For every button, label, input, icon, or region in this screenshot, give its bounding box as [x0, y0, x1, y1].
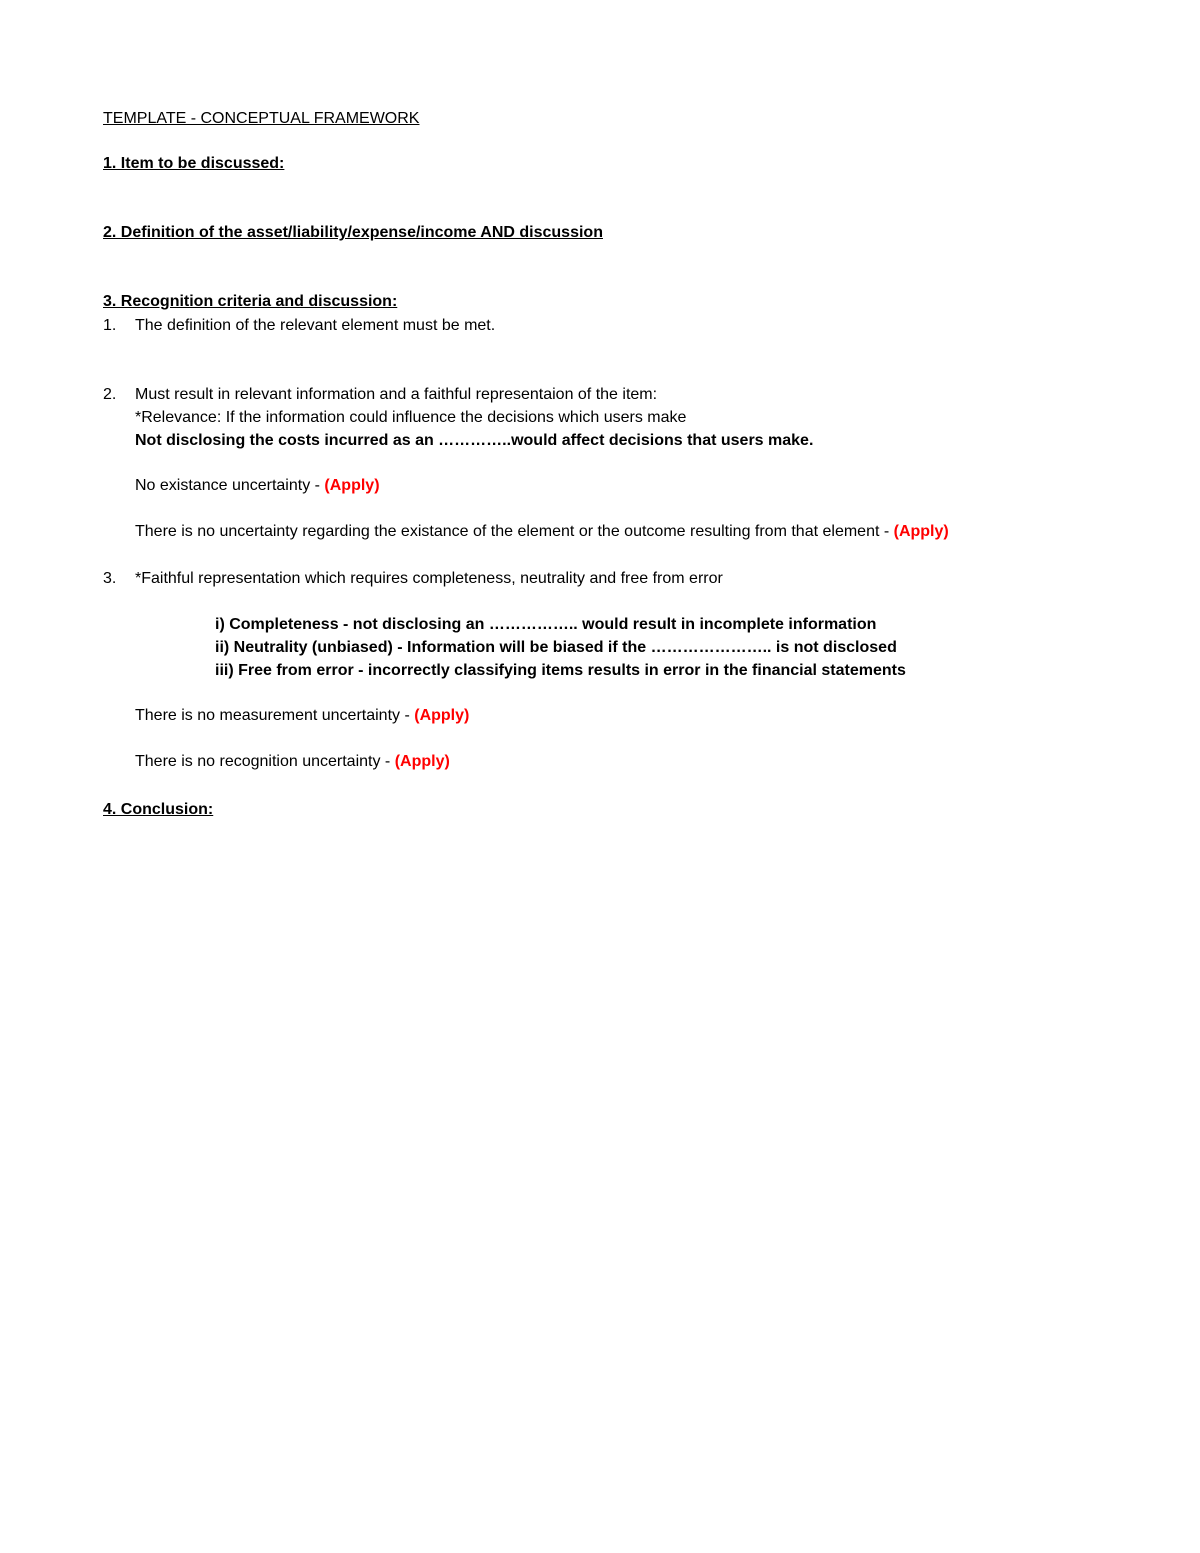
section-2-heading: 2. Definition of the asset/liability/expense/income AND discussion [103, 224, 603, 241]
measurement-uncertainty-line [135, 706, 469, 726]
completeness-text: i) Completeness - not disclosing an …………….. would result in incomplete information [215, 616, 877, 633]
list-item-2-text: Must result in relevant information and a faithful representaion of the item: [135, 386, 658, 403]
measurement-uncertainty-text: There is no measurement uncertainty - [135, 707, 415, 724]
existence-uncertainty-text: No existance uncertainty - [135, 477, 325, 494]
list-item-1-text: The definition of the relevant element must be met. [135, 317, 496, 334]
no-uncertainty-text: There is no uncertainty regarding the existance of the element or the outcome resulting from that element - [135, 523, 894, 540]
relevance-text: *Relevance: If the information could influence the decisions which users make [135, 409, 687, 426]
existence-apply-label: (Apply) [324, 477, 380, 494]
no-uncertainty-line [135, 522, 949, 542]
list-item-2-number: 2. [103, 386, 117, 403]
section-1-heading: 1. Item to be discussed: [103, 155, 285, 172]
section-3-heading: 3. Recognition criteria and discussion: [103, 293, 398, 310]
list-item-3-number: 3. [103, 570, 117, 587]
not-disclosing-text: Not disclosing the costs incurred as an …………..would affect decisions that users make. [135, 432, 814, 449]
existence-uncertainty-line [135, 476, 380, 496]
free-from-error-text: iii) Free from error - incorrectly classifying items results in error in the financial statements [215, 662, 906, 679]
recognition-uncertainty-text: There is no recognition uncertainty - [135, 753, 395, 770]
list-item-3-text: *Faithful representation which requires completeness, neutrality and free from error [135, 570, 723, 587]
section-4-heading: 4. Conclusion: [103, 801, 214, 818]
recognition-apply-label: (Apply) [394, 753, 450, 770]
no-uncertainty-apply-label: (Apply) [893, 523, 949, 540]
recognition-uncertainty-line [135, 752, 450, 772]
document-title: TEMPLATE - CONCEPTUAL FRAMEWORK [103, 110, 420, 127]
measurement-apply-label: (Apply) [414, 707, 470, 724]
neutrality-text: ii) Neutrality (unbiased) - Information will be biased if the ………………….. is not disclosed [215, 639, 897, 656]
list-item-1-number: 1. [103, 317, 117, 334]
